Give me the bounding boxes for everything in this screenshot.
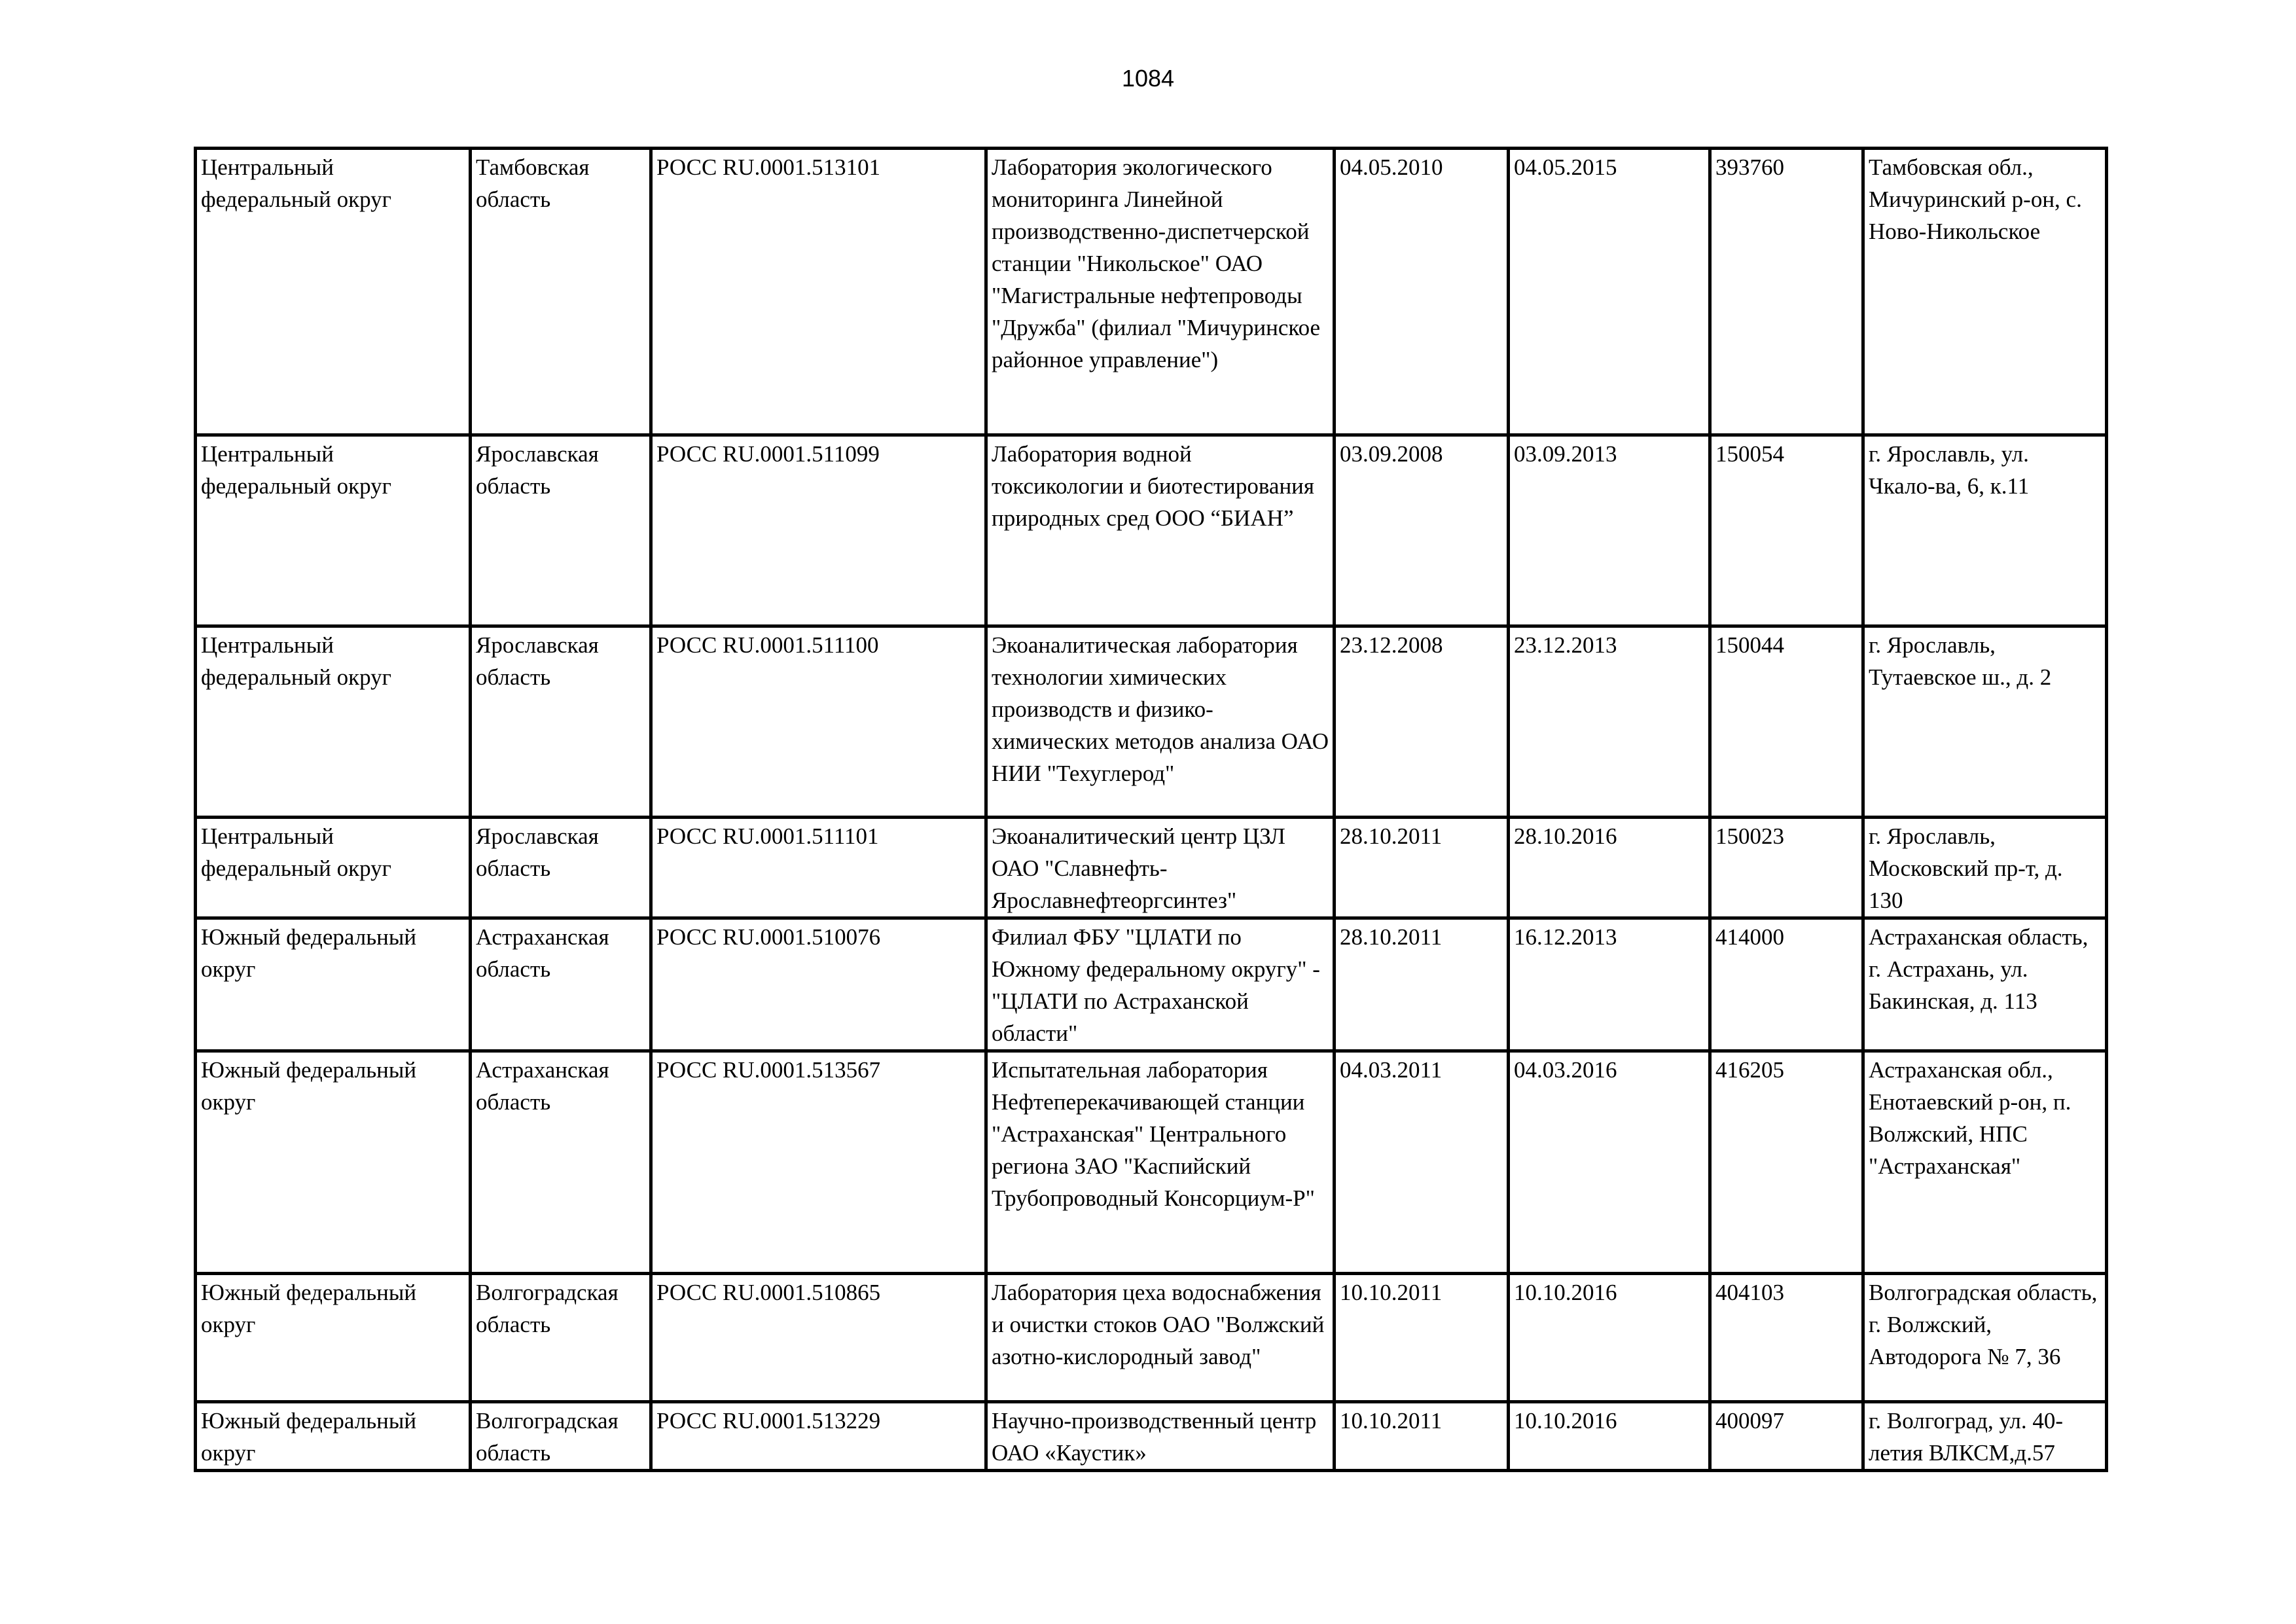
expiry-date-cell: 04.03.2016	[1509, 1051, 1710, 1274]
table-row	[196, 1274, 2107, 1402]
address-cell: г. Волгоград, ул. 40-летия ВЛКСМ,д.57	[1863, 1402, 2107, 1471]
organization-cell: Лаборатория водной токсикологии и биотестирования природных сред ООО “БИАН”	[986, 435, 1335, 626]
page-number: 1084	[1121, 65, 1175, 92]
organization-cell: Экоаналитический центр ЦЗЛ ОАО "Славнефть-Ярославнефтеоргсинтез"	[986, 818, 1335, 918]
certificate-number-cell: РОСС RU.0001.510865	[651, 1274, 986, 1402]
expiry-date-cell: 10.10.2016	[1509, 1402, 1710, 1471]
expiry-date-cell: 16.12.2013	[1509, 918, 1710, 1051]
federal-district-cell: Центральный федеральный округ	[196, 818, 471, 918]
certificate-number-cell: РОСС RU.0001.513229	[651, 1402, 986, 1471]
postcode-cell: 400097	[1710, 1402, 1863, 1471]
address-cell: Астраханская область, г. Астрахань, ул. Бакинская, д. 113	[1863, 918, 2107, 1051]
address-cell: г. Ярославль, Московский пр-т, д. 130	[1863, 818, 2107, 918]
organization-cell: Научно-производственный центр ОАО «Каустик»	[986, 1402, 1335, 1471]
postcode-cell: 150054	[1710, 435, 1863, 626]
address-cell: Тамбовская обл., Мичуринский р-он, с. Ново-Никольское	[1863, 149, 2107, 435]
table-row	[196, 435, 2107, 626]
region-cell: Ярославская область	[471, 626, 651, 818]
table-row	[196, 626, 2107, 818]
table-row	[196, 149, 2107, 435]
region-cell: Тамбовская область	[471, 149, 651, 435]
postcode-cell: 150023	[1710, 818, 1863, 918]
organization-cell: Лаборатория экологического мониторинга Линейной производственно-диспетчерской станции "Никольское" ОАО "Магистральные нефтепроводы "Дружба" (филиал "Мичуринское районное управление")	[986, 149, 1335, 435]
organization-cell: Испытательная лаборатория Нефтеперекачивающей станции "Астраханская" Центрального региона ЗАО "Каспийский Трубопроводный Консорциум-Р"	[986, 1051, 1335, 1274]
issue-date-cell: 23.12.2008	[1335, 626, 1509, 818]
federal-district-cell: Центральный федеральный округ	[196, 149, 471, 435]
federal-district-cell: Южный федеральный округ	[196, 1051, 471, 1274]
expiry-date-cell: 10.10.2016	[1509, 1274, 1710, 1402]
issue-date-cell: 28.10.2011	[1335, 818, 1509, 918]
table-row	[196, 818, 2107, 918]
organization-cell: Экоаналитическая лаборатория технологии химических производств и физико-химических методов анализа ОАО НИИ "Техуглерод"	[986, 626, 1335, 818]
issue-date-cell: 04.05.2010	[1335, 149, 1509, 435]
certificate-number-cell: РОСС RU.0001.513567	[651, 1051, 986, 1274]
federal-district-cell: Центральный федеральный округ	[196, 626, 471, 818]
certificate-number-cell: РОСС RU.0001.513101	[651, 149, 986, 435]
laboratory-registry-table	[194, 147, 2108, 1472]
table-row	[196, 1402, 2107, 1471]
federal-district-cell: Южный федеральный округ	[196, 1402, 471, 1471]
region-cell: Волгоградская область	[471, 1402, 651, 1471]
address-cell: Астраханская обл., Енотаевский р-он, п. Волжский, НПС "Астраханская"	[1863, 1051, 2107, 1274]
issue-date-cell: 03.09.2008	[1335, 435, 1509, 626]
certificate-number-cell: РОСС RU.0001.511099	[651, 435, 986, 626]
certificate-number-cell: РОСС RU.0001.510076	[651, 918, 986, 1051]
address-cell: г. Ярославль, ул. Чкало-ва, 6, к.11	[1863, 435, 2107, 626]
issue-date-cell: 04.03.2011	[1335, 1051, 1509, 1274]
issue-date-cell: 10.10.2011	[1335, 1274, 1509, 1402]
region-cell: Астраханская область	[471, 1051, 651, 1274]
postcode-cell: 416205	[1710, 1051, 1863, 1274]
federal-district-cell: Южный федеральный округ	[196, 1274, 471, 1402]
postcode-cell: 150044	[1710, 626, 1863, 818]
postcode-cell: 393760	[1710, 149, 1863, 435]
expiry-date-cell: 28.10.2016	[1509, 818, 1710, 918]
organization-cell: Филиал ФБУ "ЦЛАТИ по Южному федеральному округу" - "ЦЛАТИ по Астраханской области"	[986, 918, 1335, 1051]
region-cell: Ярославская область	[471, 435, 651, 626]
certificate-number-cell: РОСС RU.0001.511100	[651, 626, 986, 818]
table-row	[196, 1051, 2107, 1274]
region-cell: Волгоградская область	[471, 1274, 651, 1402]
region-cell: Ярославская область	[471, 818, 651, 918]
expiry-date-cell: 23.12.2013	[1509, 626, 1710, 818]
postcode-cell: 414000	[1710, 918, 1863, 1051]
expiry-date-cell: 04.05.2015	[1509, 149, 1710, 435]
table-row	[196, 918, 2107, 1051]
address-cell: Волгоградская область, г. Волжский, Автодорога № 7, 36	[1863, 1274, 2107, 1402]
postcode-cell: 404103	[1710, 1274, 1863, 1402]
organization-cell: Лаборатория цеха водоснабжения и очистки стоков ОАО "Волжский азотно-кислородный завод"	[986, 1274, 1335, 1402]
expiry-date-cell: 03.09.2013	[1509, 435, 1710, 626]
federal-district-cell: Центральный федеральный округ	[196, 435, 471, 626]
issue-date-cell: 28.10.2011	[1335, 918, 1509, 1051]
federal-district-cell: Южный федеральный округ	[196, 918, 471, 1051]
issue-date-cell: 10.10.2011	[1335, 1402, 1509, 1471]
region-cell: Астраханская область	[471, 918, 651, 1051]
address-cell: г. Ярославль, Тутаевское ш., д. 2	[1863, 626, 2107, 818]
certificate-number-cell: РОСС RU.0001.511101	[651, 818, 986, 918]
